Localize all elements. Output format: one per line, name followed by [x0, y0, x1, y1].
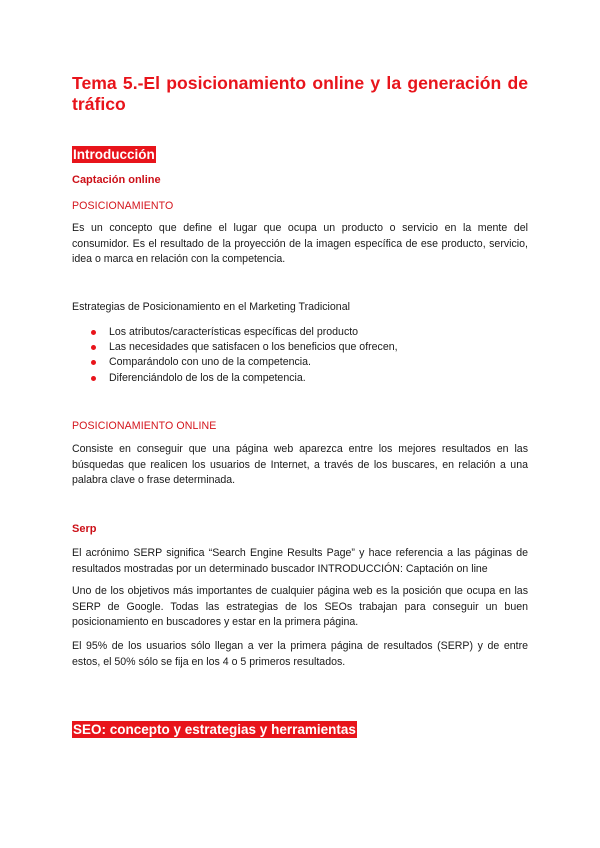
section-heading-introduccion: Introducción [73, 147, 155, 162]
label-posicionamiento: POSICIONAMIENTO [72, 200, 174, 212]
list-item: Las necesidades que satisfacen o los beneficios que ofrecen, [72, 340, 398, 355]
paragraph-serp-estadistica: El 95% de los usuarios sólo llegan a ver la primera página de resultados (SERP) y de entre estos, el 50% sólo se fija en los 4 o 5 primeros resultados. [72, 640, 528, 668]
bullet-dot-icon [91, 376, 96, 381]
paragraph-estrategias-intro: Estrategias de Posicionamiento en el Marketing Tradicional [72, 301, 350, 313]
bullet-dot-icon [91, 330, 96, 335]
bullet-dot-icon [91, 345, 96, 350]
bullet-dot-icon [91, 360, 96, 365]
label-posicionamiento-online: POSICIONAMIENTO ONLINE [72, 420, 217, 432]
estrategias-list [72, 325, 398, 386]
paragraph-serp-definition: El acrónimo SERP significa “Search Engine Results Page” y hace referencia a las páginas de resultados mostradas por un determinado buscador INTRODUCCIÓN: Captación on line [72, 547, 528, 575]
paragraph-serp-objetivos: Uno de los objetivos más importantes de cualquier página web es la posición que ocupa en las SERP de Google. Todas las estrategias de los SEOs trabajan para conseguir un buen posicionamiento en buscadores y estar en la primera página. [72, 585, 528, 629]
list-item: Comparándolo con uno de la competencia. [72, 355, 398, 370]
subheading-serp: Serp [72, 523, 97, 535]
list-item: Diferenciándolo de los de la competencia. [72, 371, 398, 386]
section-heading-seo: SEO: concepto y estrategias y herramientas [73, 722, 356, 737]
paragraph-posicionamiento-online: Consiste en conseguir que una página web aparezca entre los mejores resultados en las búsquedas que realicen los usuarios de Internet, a través de los buscares, en relación a una palabra clave o frase determinada. [72, 443, 528, 487]
subheading-captacion-online: Captación online [72, 174, 161, 186]
document-title: Tema 5.-El posicionamiento online y la generación de tráfico [72, 73, 528, 114]
paragraph-posicionamiento: Es un concepto que define el lugar que ocupa un producto o servicio en la mente del consumidor. Es el resultado de la proyección de la imagen específica de ese producto, servicio, idea o marca en relación con la competencia. [72, 222, 528, 266]
list-item: Los atributos/características específicas del producto [72, 325, 398, 340]
